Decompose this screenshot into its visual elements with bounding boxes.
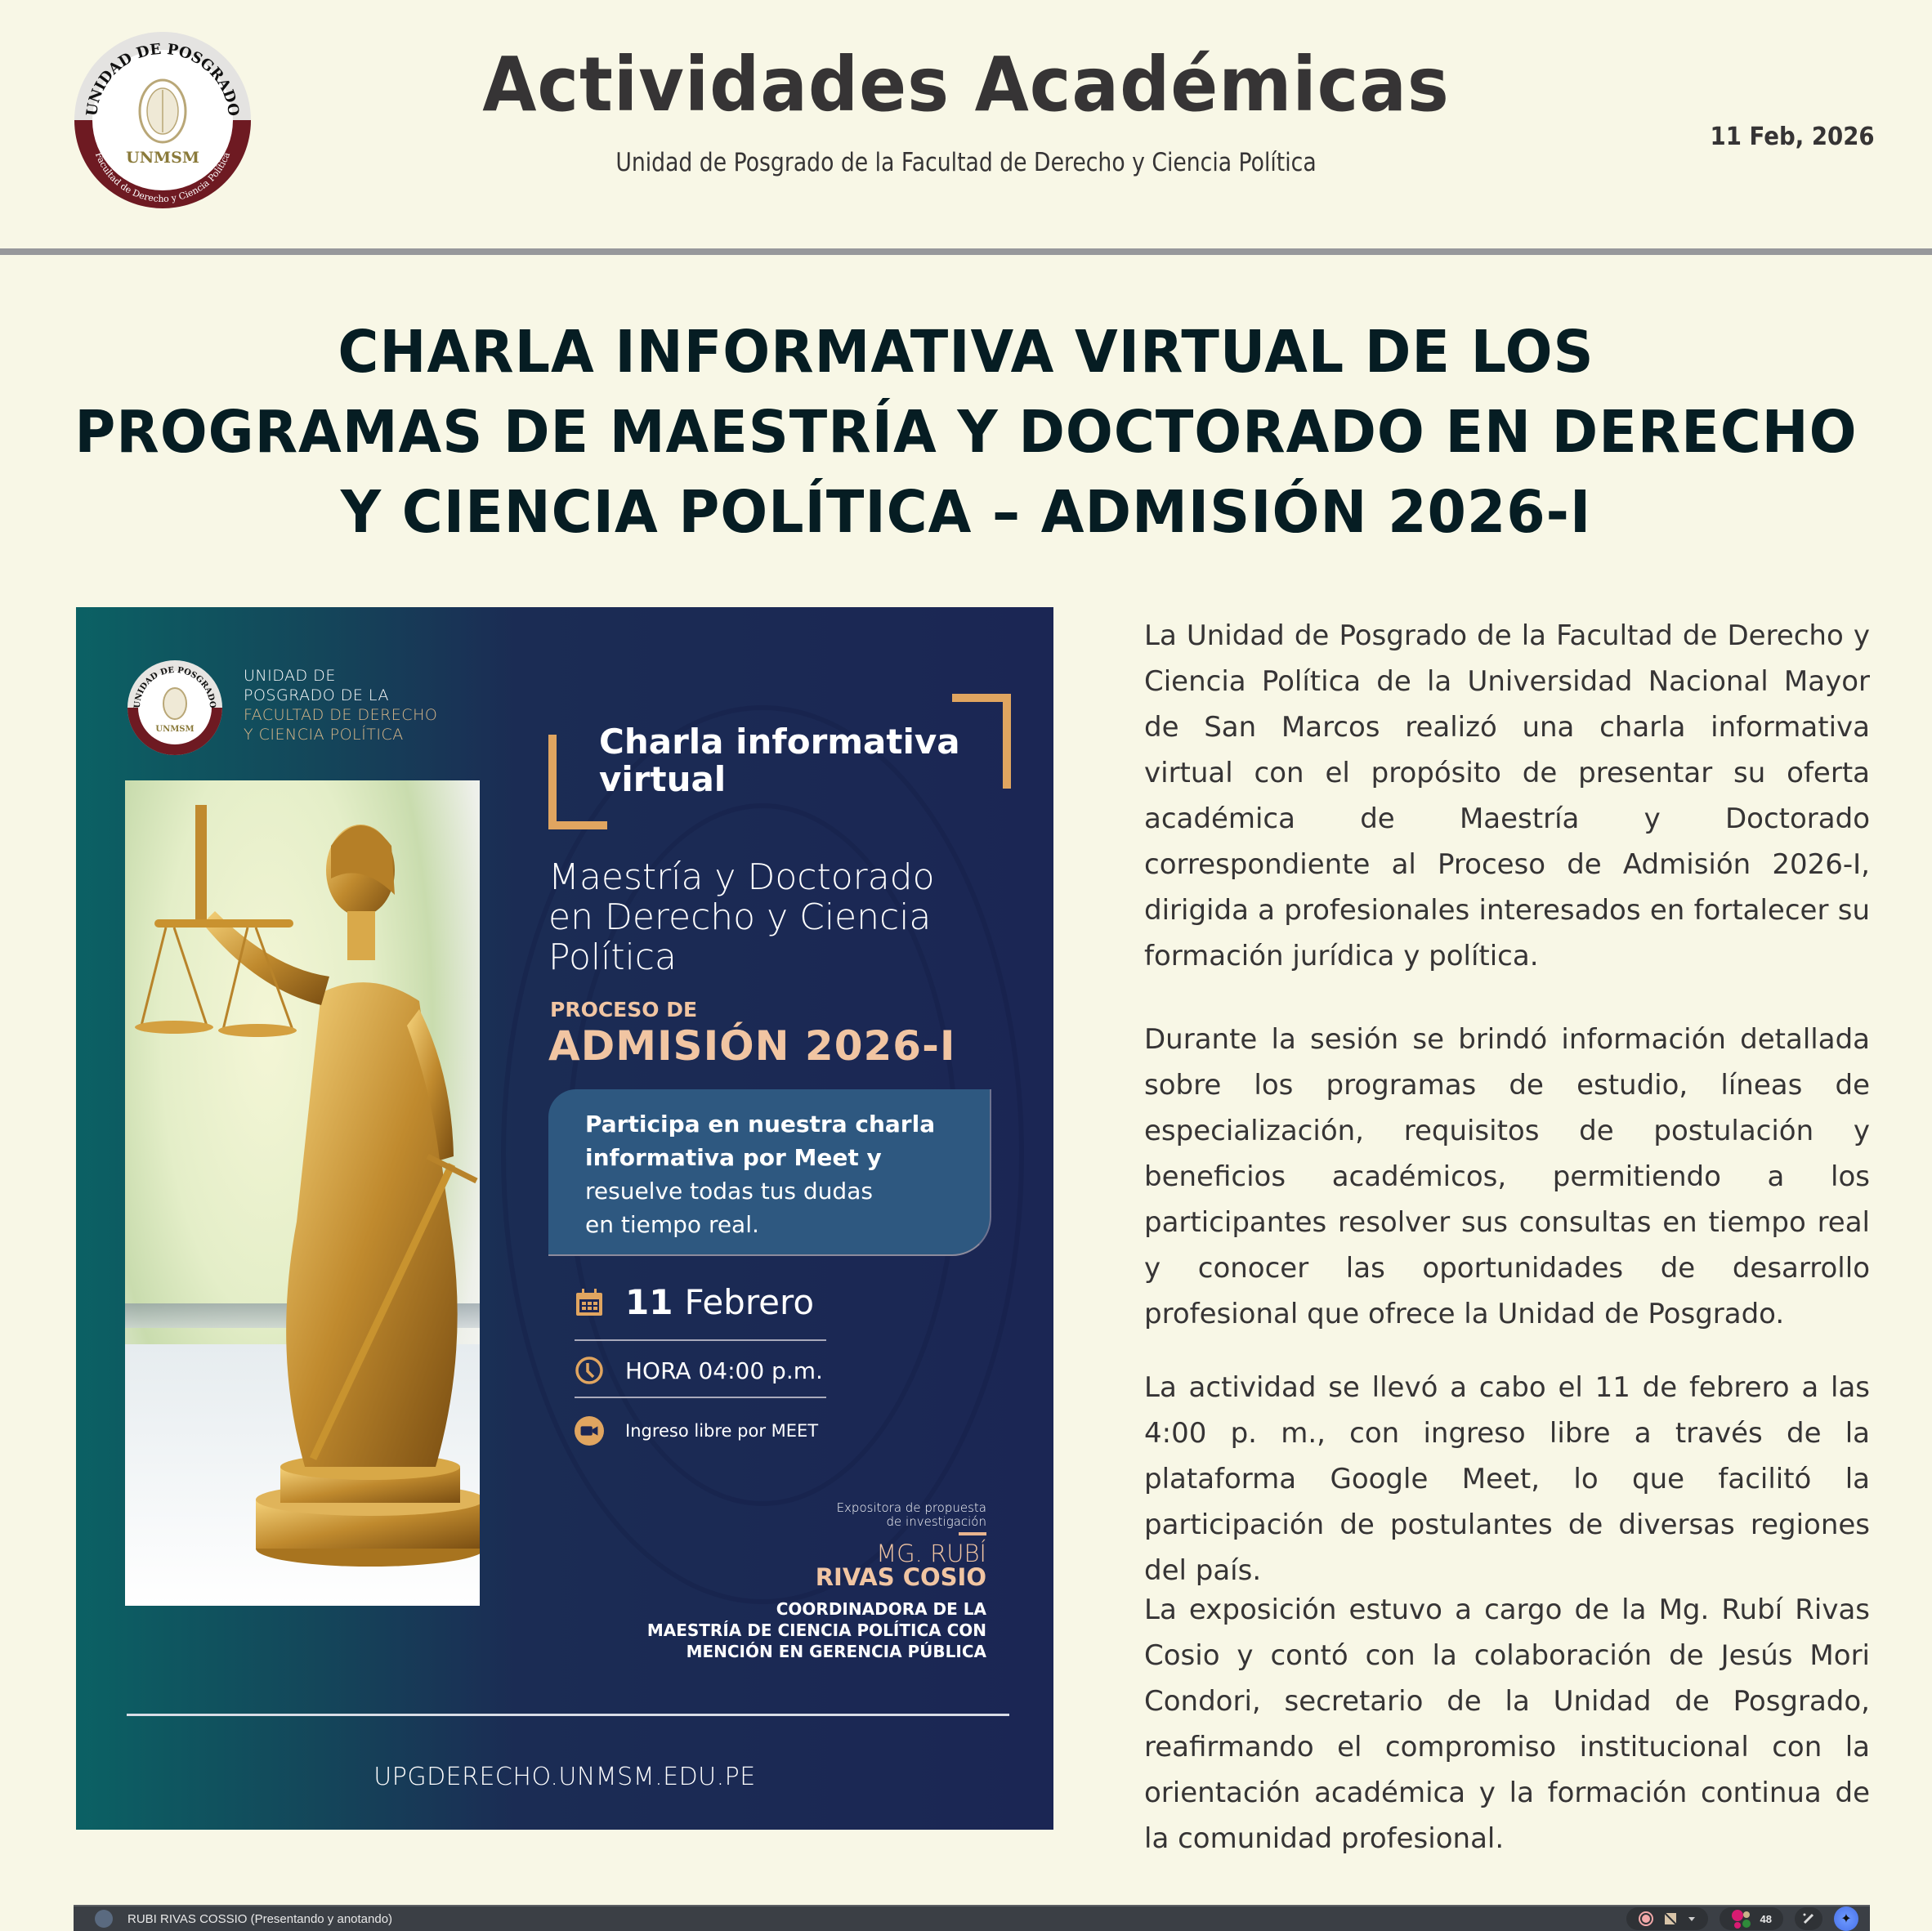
headline-line: CHARLA INFORMATIVA VIRTUAL DE LOS [338,318,1594,386]
flyer-program-name: Maestría y Doctorado en Derecho y Ciencia Política [548,856,935,978]
calendar-icon [575,1288,604,1317]
presenter-name: RUBI RIVAS COSSIO (Presentando y anotando) [127,1911,393,1926]
svg-text:UNMSM: UNMSM [155,725,195,734]
article-paragraph: La exposición estuvo a cargo de la Mg. Rubí Rivas Cosio y contó con la colaboración de Jesús Mori Condori, secretario de la Unidad de Posgrado, reafirmando el compromiso institucional con la orientación académica y la formación continua de la comunidad profesional. [1144,1594,1870,1855]
flyer-logo-icon [127,659,223,756]
justice-statue-icon [125,780,480,1606]
flyer-proceso-label: PROCESO DE [550,998,698,1021]
flyer-org-name: UNIDAD DE POSGRADO DE LA FACULTAD DE DERECHO Y CIENCIA POLÍTICA [244,667,438,744]
svg-text:Facultad de Derecho y Ciencia: Facultad de Derecho y Ciencia Política [92,150,233,205]
svg-text:UNIDAD DE POSGRADO: UNIDAD DE POSGRADO [83,40,243,118]
page-subtitle: Unidad de Posgrado de la Facultad de Derecho y Ciencia Política [615,148,1317,177]
flyer-event-type: Charla informativa virtual [599,722,960,799]
corner-bracket-right [952,694,1011,789]
svg-text:UNIDAD DE POSGRADO: UNIDAD DE POSGRADO [132,665,217,709]
gemini-button[interactable] [1834,1906,1858,1931]
meet-controls [1626,1906,1858,1931]
flyer-footer-divider [127,1714,1009,1716]
flyer-event-access: Ingreso libre por MEET [575,1416,818,1446]
article-headline [33,312,1899,552]
flyer-event-date: 11 Febrero [575,1282,814,1322]
flyer-event-time: HORA 04:00 p.m. [575,1356,823,1385]
flyer-admision-label: ADMISIÓN 2026-I [548,1022,956,1070]
speaker-name: RIVAS COSIO [815,1563,986,1591]
header-divider [0,248,1932,255]
pen-icon [1801,1911,1816,1926]
article-paragraph: La actividad se llevó a cabo el 11 de febrero a las 4:00 p. m., con ingreso libre a través de la plataforma Google Meet, lo que facilitó la participación de postulantes de diversas regiones del país. [1144,1371,1870,1587]
speaker-title: MG. RUBÍ [876,1540,986,1567]
meet-screenshot-bar [74,1905,1870,1931]
chevron-down-icon[interactable] [1687,1914,1697,1924]
headline-line: PROGRAMAS DE MAESTRÍA Y DOCTORADO EN DERECHO [74,398,1858,466]
recording-controls[interactable] [1626,1907,1708,1930]
participants-icon [1731,1909,1752,1929]
headline-line: Y CIENCIA POLÍTICA – ADMISIÓN 2026-I [340,478,1592,546]
flyer-website: UPGDERECHO.UNMSM.EDU.PE [373,1763,756,1791]
page-header [0,0,1932,249]
page-title: Actividades Académicas [482,41,1450,128]
record-icon[interactable] [1638,1911,1654,1927]
speaker-position: COORDINADORA DE LA MAESTRÍA DE CIENCIA POLÍTICA CON MENCIÓN EN GERENCIA PÚBLICA [646,1599,986,1661]
flyer-divider [575,1397,826,1398]
annotate-button[interactable] [1795,1907,1822,1930]
participants-button[interactable] [1720,1907,1783,1930]
justice-statue-image [125,780,480,1606]
gemini-icon: ✦ [1840,1912,1852,1926]
article-paragraph: Durante la sesión se brindó información detallada sobre los programas de estudio, líneas de especialización, requisitos de postulación y beneficios académicos, permitiendo a los participantes resolver sus consultas en tiempo real y conocer las oportunidades de desarrollo profesional que ofrece la Unidad de Posgrado. [1144,1023,1870,1330]
clock-icon [575,1356,604,1385]
flyer-divider [575,1339,826,1341]
video-camera-icon [575,1416,604,1446]
article-paragraph: La Unidad de Posgrado de la Facultad de Derecho y Ciencia Política de la Universidad Nacional Mayor de San Marcos realizó una charla informativa virtual con el propósito de presentar su oferta académica de Maestría y Doctorado correspondiente al Proceso de Admisión 2026-I, dirigida a profesionales interesados en fortalecer su formación jurídica y política. [1144,619,1870,972]
participant-count: 48 [1760,1912,1772,1925]
layout-icon[interactable] [1662,1911,1679,1927]
publication-date: 11 Feb, 2026 [1710,123,1875,151]
flyer-invitation-box: Participa en nuestra charla informativa por Meet y resuelve todas tus dudas en tiempo real. [548,1089,991,1256]
event-flyer [76,607,1053,1830]
presenter-avatar [95,1910,113,1928]
svg-text:UNMSM: UNMSM [126,149,199,167]
speaker-accent-bar [959,1532,986,1535]
speaker-role: Expositora de propuesta de investigación [836,1500,986,1529]
